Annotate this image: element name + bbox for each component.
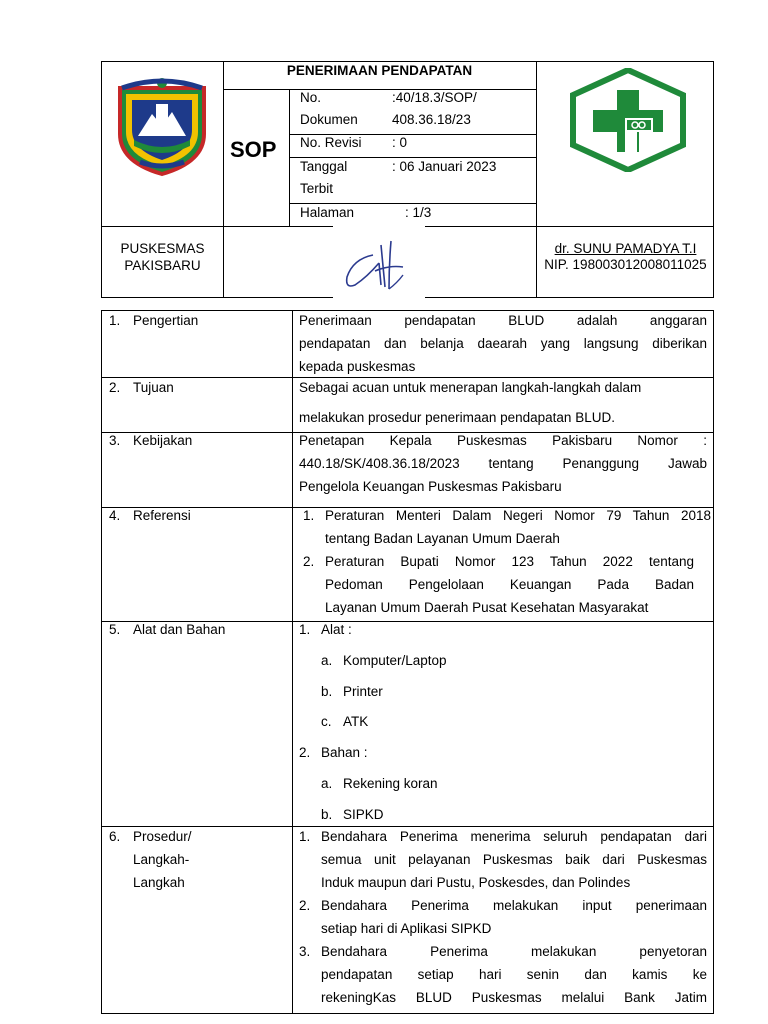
- puskesmas-logo: [569, 68, 687, 172]
- section-label-tujuan: 2. Tujuan: [109, 380, 174, 395]
- halaman-value: : 1/3: [405, 205, 432, 220]
- halaman-label: Halaman: [300, 205, 355, 220]
- section-label-referensi: 4. Referensi: [109, 508, 191, 523]
- signer-nip: NIP. 198003012008011025: [544, 257, 707, 272]
- prosedur-step-3: 3. Bendahara Penerima melakukan penyetoran pendapatan setiap hari senin dan kamis ke rekeningKas BLUD Puskesmas melalui Bank Jatim: [299, 944, 707, 1005]
- sop-label: SOP: [230, 137, 277, 162]
- no-revisi-label: No. Revisi: [300, 135, 362, 150]
- prosedur-step-2: 2. Bendahara Penerima melakukan input penerimaan setiap hari di Aplikasi SIPKD: [299, 898, 707, 936]
- sop-header-table: [101, 61, 714, 298]
- org-name-line2: PAKISBARU: [124, 258, 201, 273]
- signature: [333, 225, 425, 299]
- no-dokumen-value-line2: 408.36.18/23: [392, 112, 471, 127]
- referensi-item-1: 1. Peraturan Menteri Dalam Negeri Nomor 79 Tahun 2018 tentang Badan Layanan Umum Daerah: [303, 508, 711, 546]
- regency-coat-of-arms-logo: [112, 74, 212, 178]
- section-label-alat-dan-bahan: 5. Alat dan Bahan: [109, 622, 226, 637]
- no-dokumen-value-line1: :40/18.3/SOP/: [392, 90, 477, 105]
- referensi-item-2: 2. Peraturan Bupati Nomor 123 Tahun 2022 tentang Pedoman Pengelolaan Keuangan Pada Badan Layanan Umum Daerah Pusat Kesehatan Masyarakat: [303, 554, 694, 615]
- document-title: PENERIMAAN PENDAPATAN: [286, 63, 473, 78]
- section-label-prosedur: 6. Prosedur/ Langkah- Langkah: [109, 829, 192, 890]
- section-label-kebijakan: 3. Kebijakan: [109, 433, 193, 448]
- tanggal-terbit-label-line2: Terbit: [300, 181, 334, 196]
- tujuan-text: Sebagai acuan untuk menerapan langkah-langkah dalam melakukan prosedur penerimaan pendapatan BLUD.: [299, 380, 642, 425]
- section-label-pengertian: 1. Pengertian: [109, 313, 199, 328]
- tanggal-terbit-value: : 06 Januari 2023: [392, 159, 497, 174]
- signer-name: dr. SUNU PAMADYA T.I: [554, 241, 697, 256]
- no-revisi-value: : 0: [392, 135, 408, 150]
- sop-content-table: 1. Pengertian Penerimaan pendapatan BLUD adalah anggaran pendapatan dan belanja daearah yang langsung diberikan kepada puskesmas 2. Tujuan Sebagai acuan untuk menerapan langkah-langkah dalam melakukan prosedur penerimaan pendapatan BLUD. 3. Kebijakan Penetapan Kepala Puskesmas Pakisbaru Nomor : 440.18/SK/408.36.18/2023 tentang Penanggung Jawab Pengelola Keuangan Puskesmas Pakisbaru 4. Referensi 1. Peraturan Menteri Dalam Negeri Nomor 79 Tahun 2018 tentang Badan Layanan Umum Daerah 2. Peraturan Bupati Nomor 123 Tahun 2022 tentang Pedoman Pengelolaan Keuangan Pada Badan Layanan Umum Daerah Pusat Kesehatan Masyarakat 5. Alat dan Bahan 1. Alat : a. Komputer/Laptop b. Printer c. ATK 2. Bahan : a. Rekening koran b. SIPKD 6. Prosedur/ Langkah- Langkah 1. Bendahara Penerima menerima seluruh pendapatan dari semua unit pelayanan Puskesmas baik dari Puskesmas Induk maupun dari Pustu, Poskesdes, dan Polindes 2. Bendahara Penerima melakukan input penerimaan setiap hari di Aplikasi SIPKD 3. Bendahara Penerima melakukan penyetoran pendapatan setiap hari senin dan kamis ke rekeningKas BLUD Puskesmas melalui Bank Jatim: [101, 310, 714, 1014]
- prosedur-step-1: 1. Bendahara Penerima menerima seluruh pendapatan dari semua unit pelayanan Puskesmas baik dari Puskesmas Induk maupun dari Pustu, Poskesdes, dan Polindes: [299, 829, 707, 890]
- tanggal-terbit-label-line1: Tanggal: [300, 159, 348, 174]
- pengertian-text: Penerimaan pendapatan BLUD adalah anggaran pendapatan dan belanja daearah yang langsung diberikan kepada puskesmas: [299, 313, 707, 374]
- org-name-line1: PUSKESMAS: [120, 241, 205, 256]
- no-dokumen-label-line1: No.: [300, 90, 322, 105]
- kebijakan-text: Penetapan Kepala Puskesmas Pakisbaru Nomor : 440.18/SK/408.36.18/2023 tentang Penanggung Jawab Pengelola Keuangan Puskesmas Pakisbaru: [299, 433, 707, 494]
- no-dokumen-label-line2: Dokumen: [300, 112, 358, 127]
